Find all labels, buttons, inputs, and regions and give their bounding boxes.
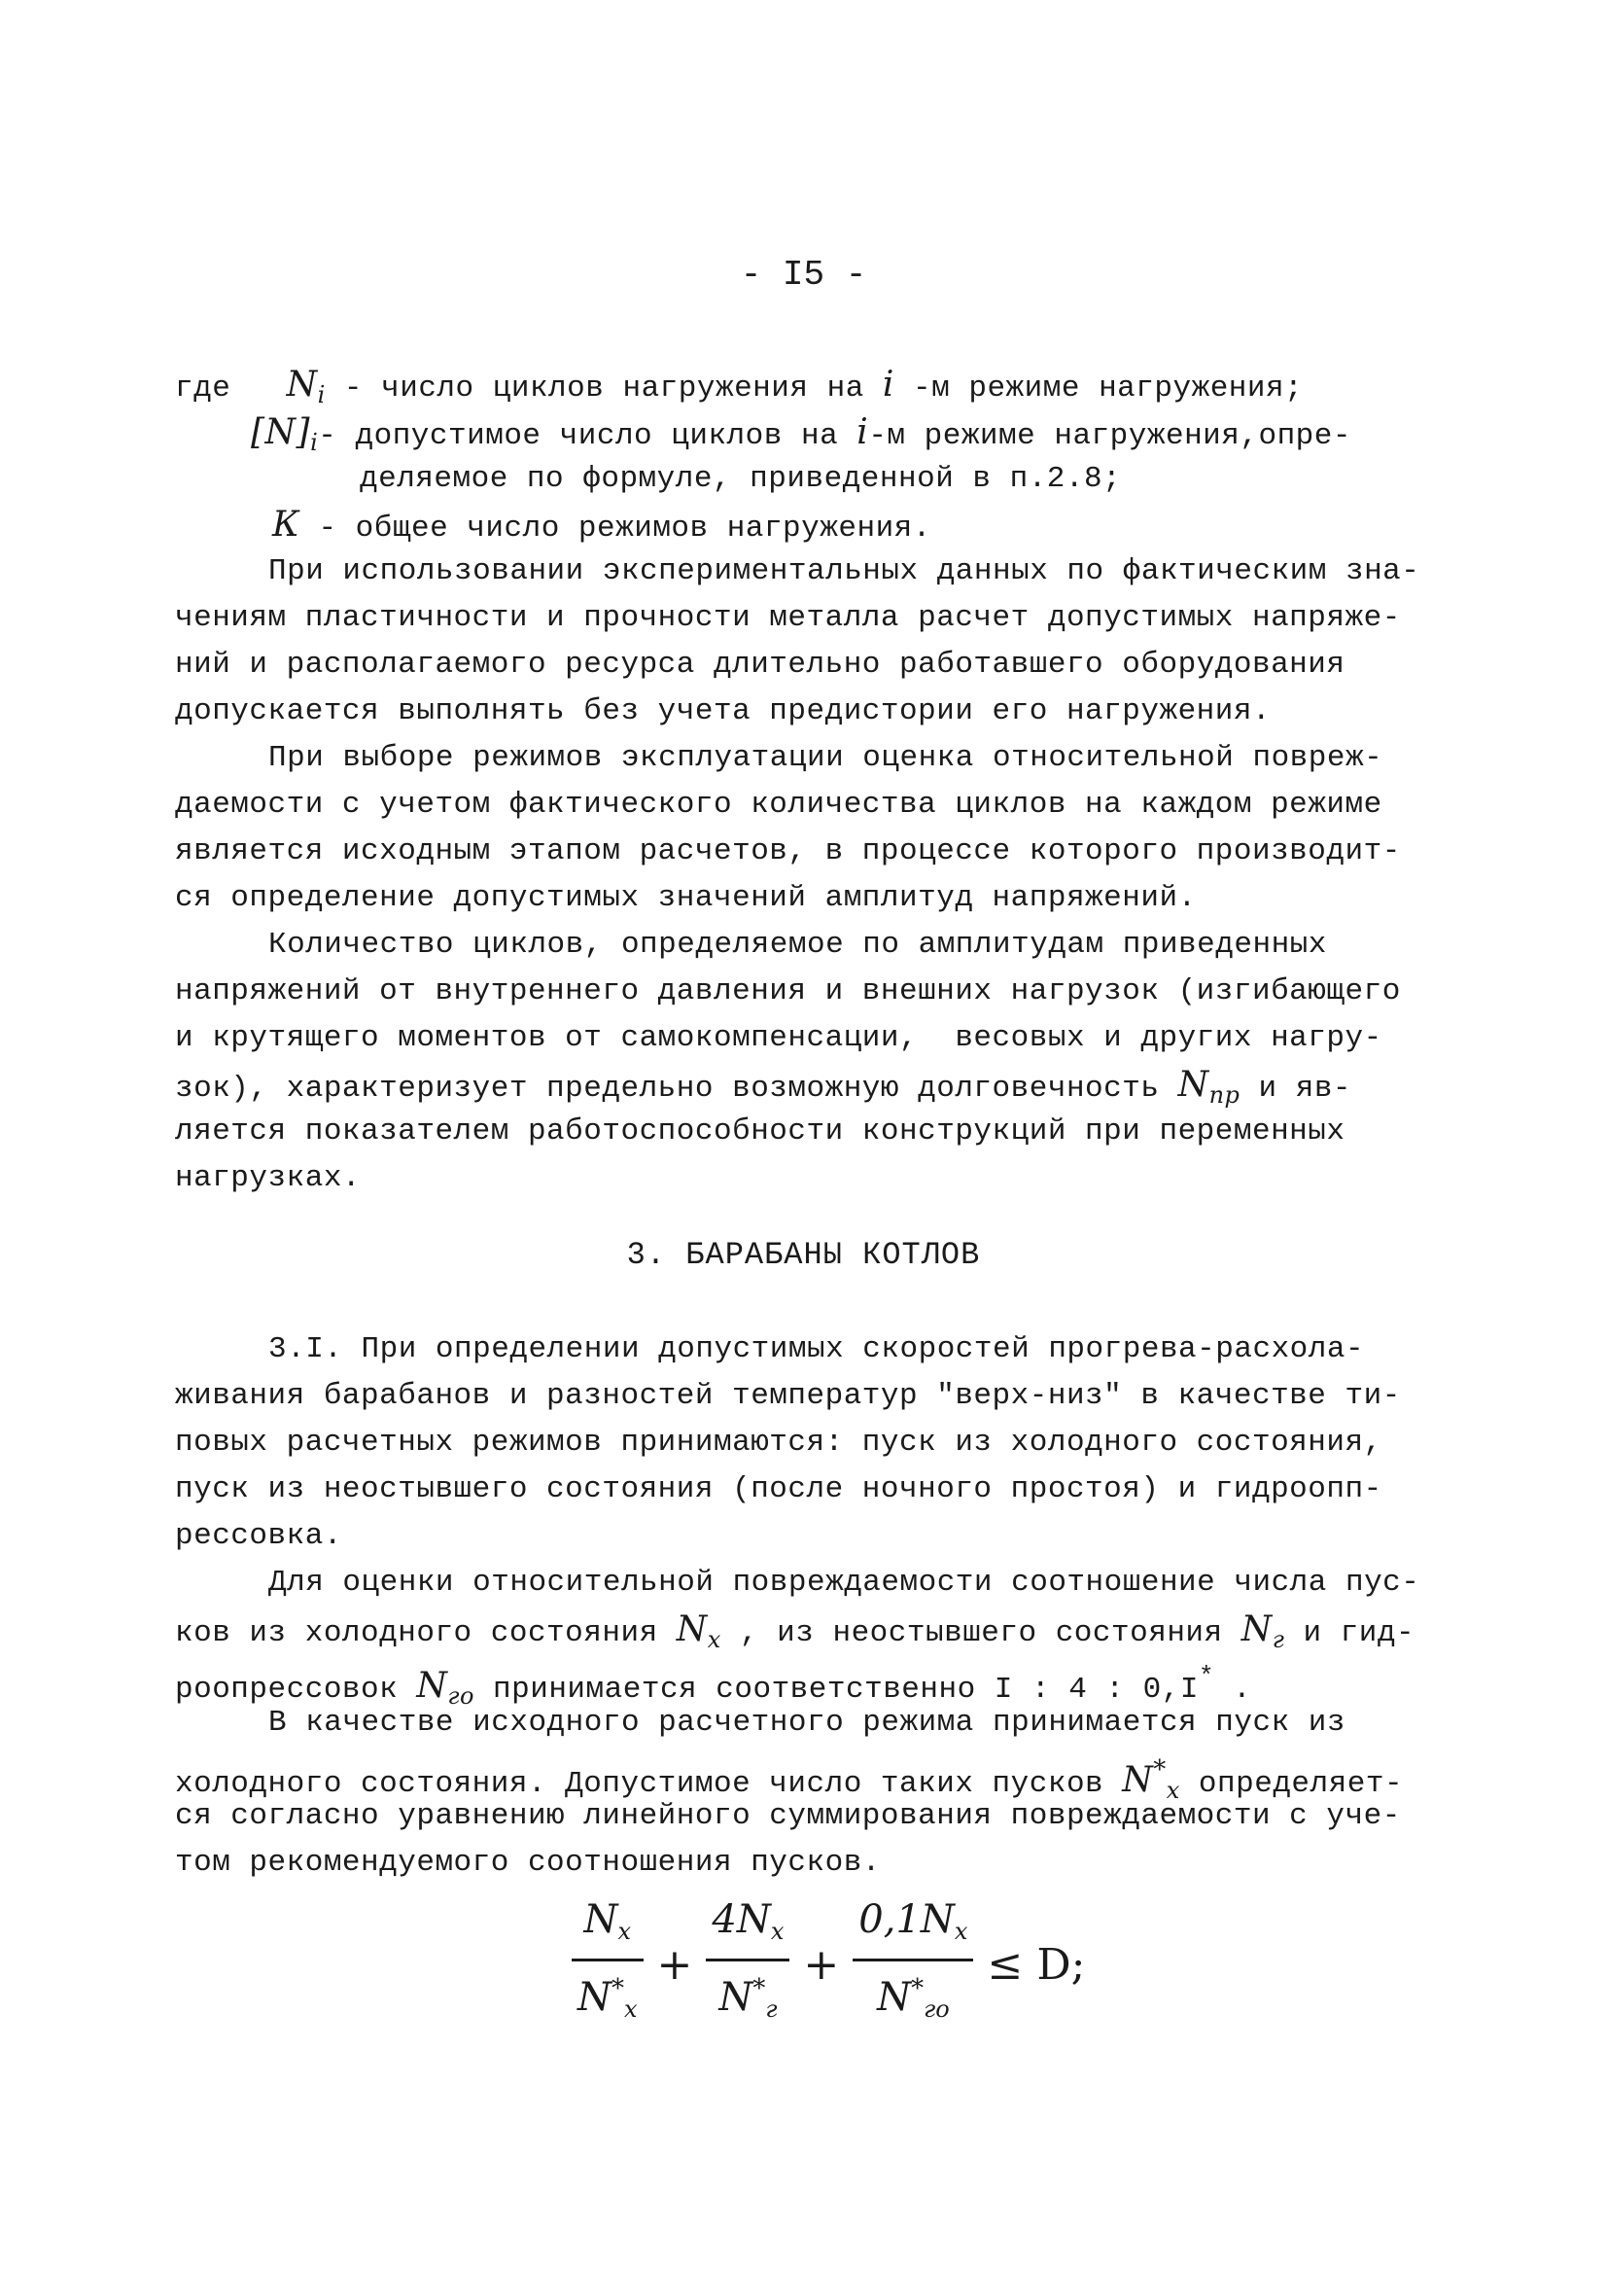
para1-line4: допускается выполнять без учета предистории его нагружения.	[175, 694, 1272, 728]
para5-line2: ков из холодного состояния $N_x$ , из неостывшего состояния $N_г$ и гид-	[175, 1609, 1415, 1653]
para3-line6: нагрузках.	[175, 1161, 362, 1195]
symbol-n-pr: $N_{пр}$	[1177, 1065, 1240, 1109]
para2-line2: даемости с учетом фактического количества циклов на каждом режиме	[175, 788, 1382, 822]
symbol-n-x-star: $N^*_x$	[1122, 1755, 1180, 1804]
definition-allowed-n-i: $[N]_i-$ допустимое число циклов на i-м режиме нагружения,опре-	[251, 412, 1351, 456]
para3-line3: и крутящего моментов от самокомпенсации, весовых и других нагру-	[175, 1021, 1382, 1055]
para1-line2: чениям пластичности и прочности металла расчет допустимых напряже-	[175, 601, 1401, 635]
page-number: - I5 -	[740, 255, 867, 295]
symbol-n-g: $N_г$	[1240, 1609, 1285, 1653]
symbol-n-go: $N_{го}$	[416, 1666, 474, 1710]
para4-line4: пуск из неостывшего состояния (после ночного простоя) и гидроопп-	[175, 1472, 1382, 1506]
para6-line1: В качестве исходного расчетного режима принимается пуск из	[268, 1706, 1345, 1740]
gde-label: где	[175, 371, 231, 406]
para4-line5: рессовка.	[175, 1519, 342, 1553]
para4-line2: живания барабанов и разностей температур "верх-низ" в качестве ти-	[175, 1379, 1401, 1413]
para6-line2: холодного состояния. Допустимое число таких пусков $N^*_x$ определяет-	[175, 1755, 1404, 1804]
para2-line1: При выборе режимов эксплуатации оценка относительной повреж-	[268, 741, 1383, 775]
fraction-3: $\frac{0,1N_x}{N^*_{го}}$	[853, 1892, 973, 2036]
fraction-1: $\frac{N_x}{N^*_x}$	[572, 1892, 644, 2036]
para3-line1: Количество циклов, определяемое по амплитудам приведенных	[268, 928, 1327, 962]
plus-sign-2: +	[803, 1939, 840, 1990]
plus-sign-1: +	[656, 1939, 693, 1990]
definition-k: К - общее число режимов нагружения.	[272, 505, 931, 546]
definition-allowed-n-i-continued: деляемое по формуле, приведенной в п.2.8;	[360, 462, 1122, 496]
para4-line1: 3.I. При определении допустимых скоростей прогрева-расхола-	[268, 1332, 1365, 1366]
symbol-n-x: $N_x$	[676, 1609, 721, 1653]
para4-line3: повых расчетных режимов принимаются: пуск из холодного состояния,	[175, 1426, 1382, 1460]
fraction-2: $\frac{4N_x}{N^*_г}$	[706, 1892, 789, 2036]
para1-line1: При использовании экспериментальных данных по фактическим зна-	[268, 554, 1420, 588]
symbol-allowed-n-i: $[N]_i$	[251, 412, 319, 456]
footnote-star: *	[1198, 1662, 1215, 1691]
section-heading: 3. БАРАБАНЫ КОТЛОВ	[626, 1237, 981, 1273]
para3-line4: зок), характеризует предельно возможную долговечность $N_{пр}$ и яв-	[175, 1065, 1352, 1109]
para1-line3: ний и располагаемого ресурса длительно работавшего оборудования	[175, 648, 1345, 682]
symbol-n-i: $N_i$	[286, 365, 326, 408]
para5-line3: роопрессовок $N_{го}$ принимается соответственно I : 4 : 0,I* .	[175, 1662, 1252, 1710]
para6-line3: ся согласно уравнению линейного суммирования повреждаемости с уче-	[175, 1799, 1401, 1833]
para2-line4: ся определение допустимых значений амплитуд напряжений.	[175, 881, 1197, 915]
para3-line2: напряжений от внутреннего давления и внешних нагрузок (изгибающего	[175, 974, 1401, 1008]
symbol-k: К	[272, 505, 300, 545]
definition-n-i: где $N_i$ - число циклов нагружения на i -м режиме нагружения;	[175, 365, 1304, 408]
para5-line1: Для оценки относительной повреждаемости соотношение числа пус-	[268, 1566, 1420, 1600]
relation-leq-d: ≤ D;	[987, 1939, 1086, 1990]
damage-summation-formula	[564, 1877, 1091, 2052]
para6-line4: том рекомендуемого соотношения пусков.	[175, 1846, 881, 1880]
para2-line3: является исходным этапом расчетов, в процессе которого производит-	[175, 834, 1401, 868]
para3-line5: ляется показателем работоспособности конструкций при переменных	[175, 1114, 1345, 1148]
